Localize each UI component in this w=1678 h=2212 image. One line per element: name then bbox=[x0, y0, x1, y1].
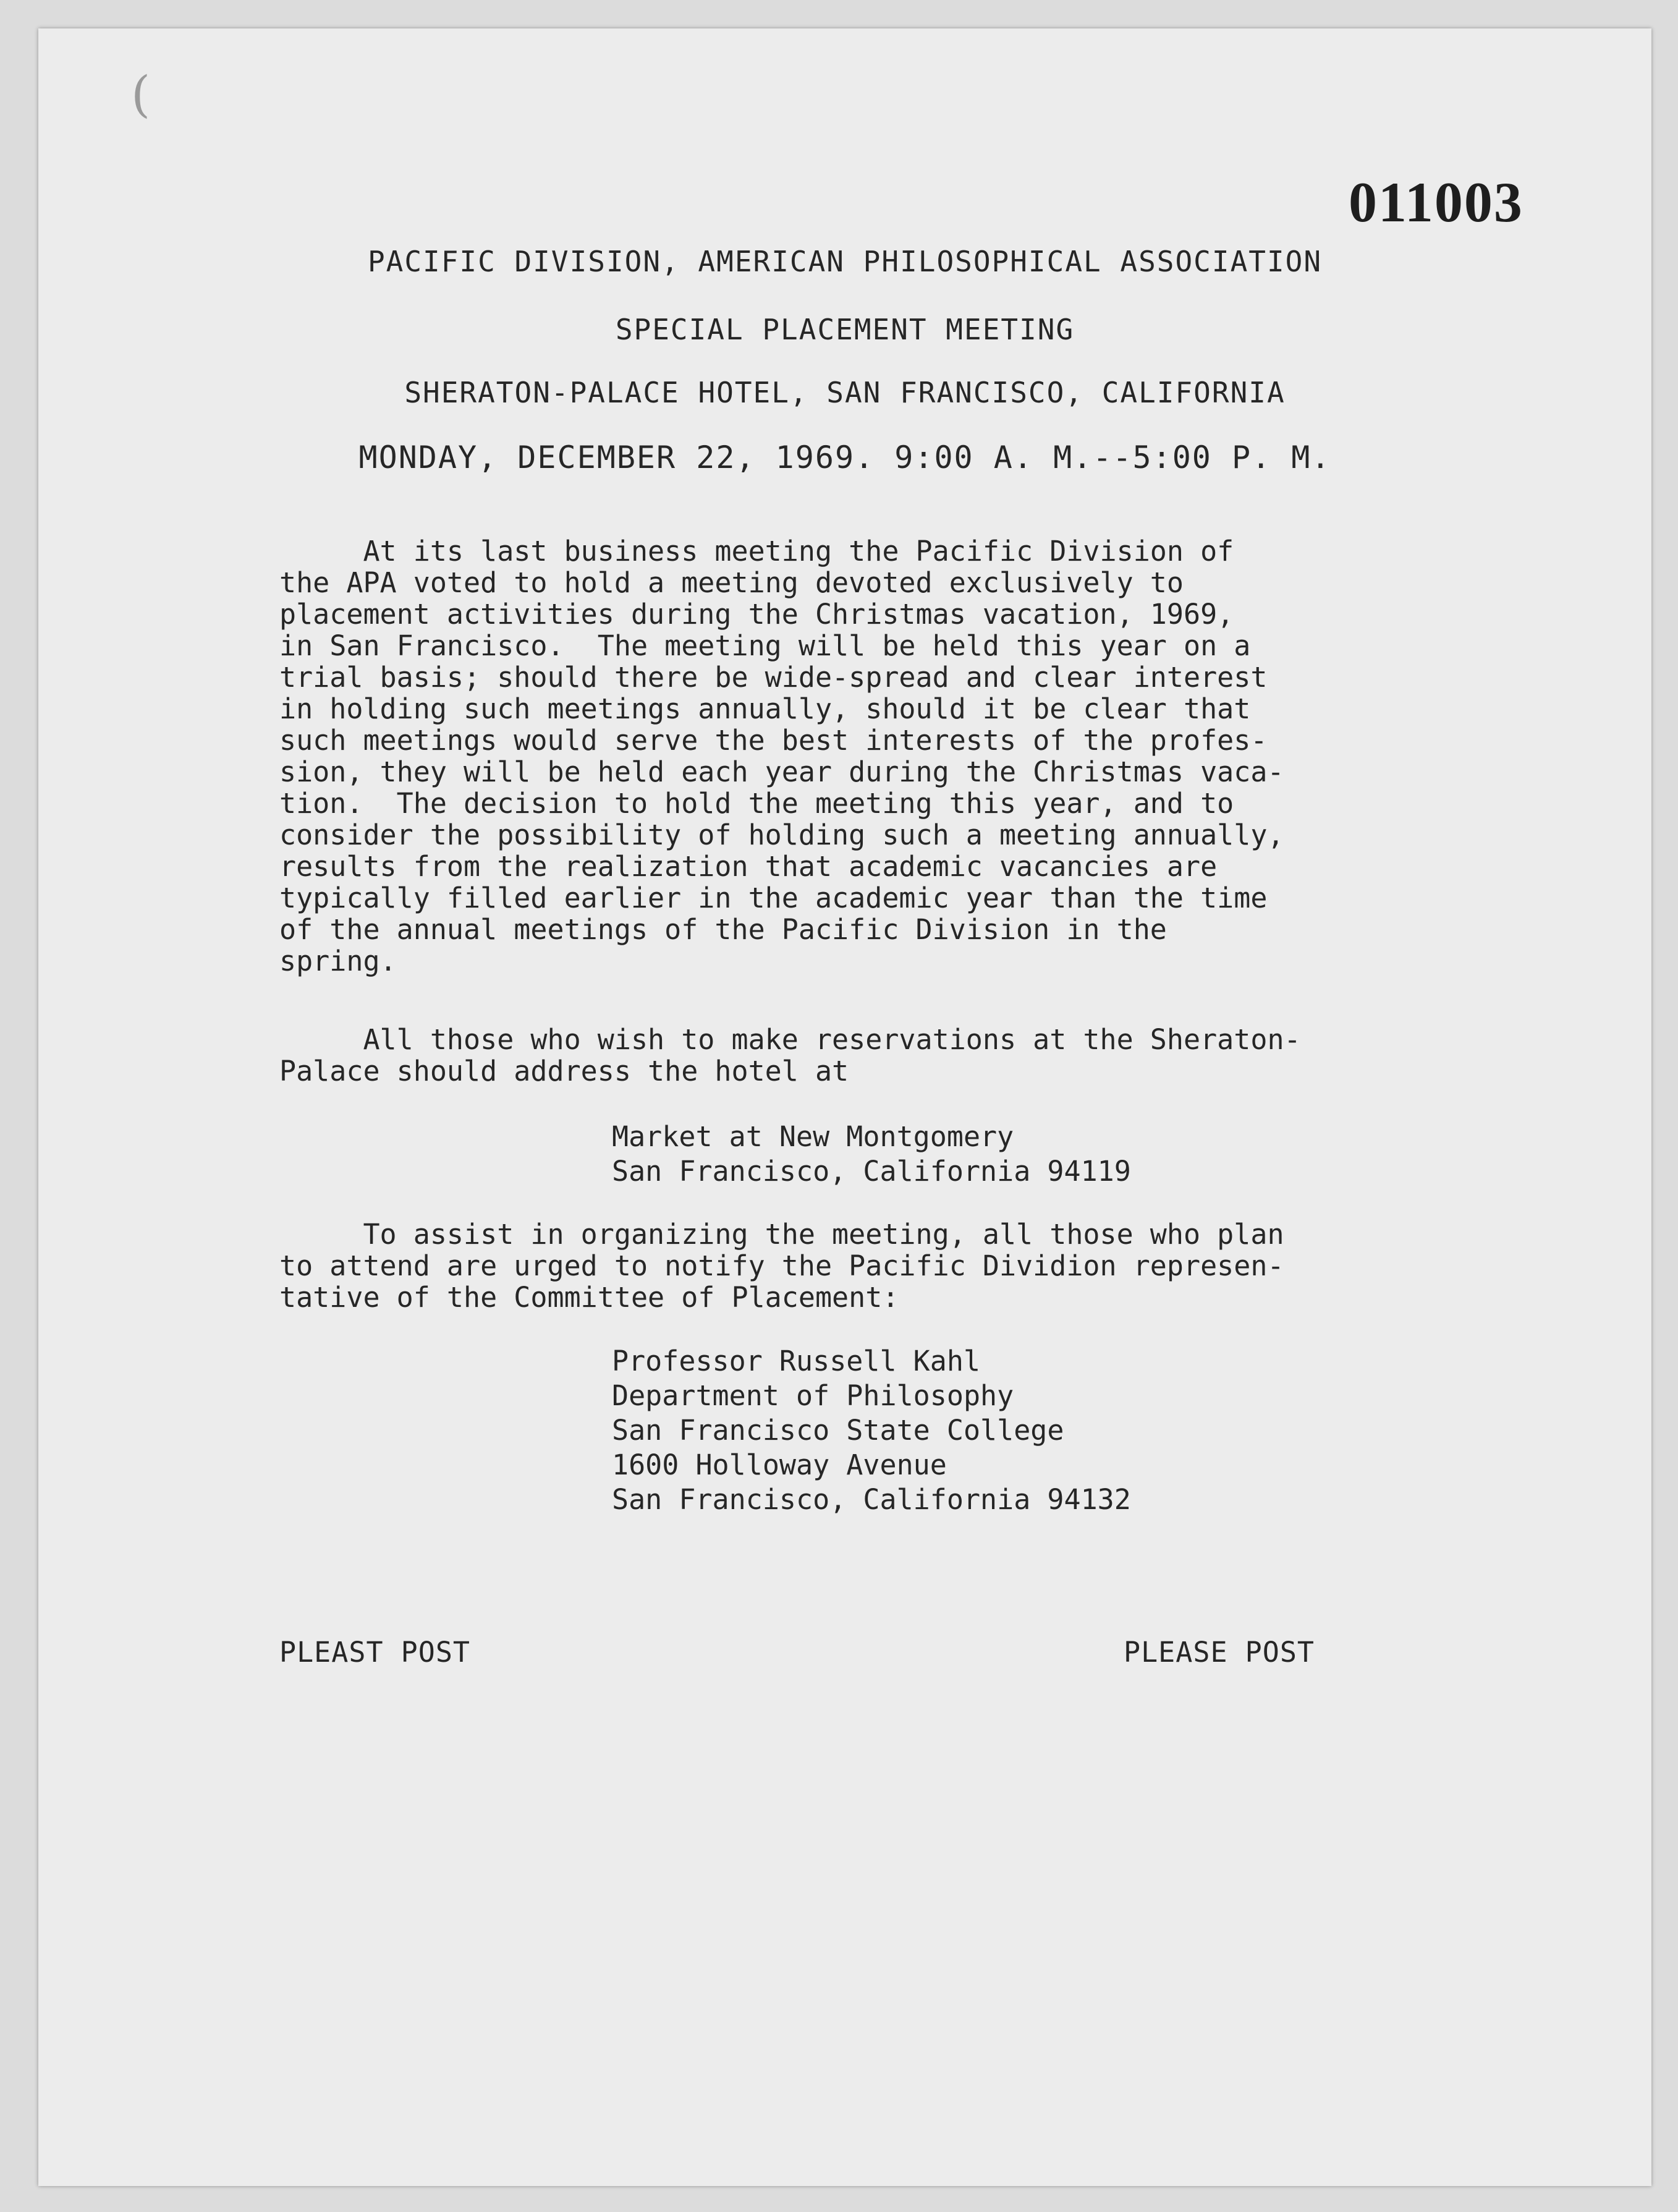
reservations-paragraph: All those who wish to make reservations at the Sheraton- Palace should address the hotel at bbox=[279, 1023, 1301, 1087]
document-page bbox=[38, 28, 1651, 2186]
pencil-mark: ( bbox=[131, 66, 151, 123]
meeting-title: SPECIAL PLACEMENT MEETING bbox=[615, 313, 1075, 346]
footer-right-note: PLEASE POST bbox=[1124, 1636, 1315, 1669]
venue-line: SHERATON-PALACE HOTEL, SAN FRANCISCO, CALIFORNIA bbox=[404, 376, 1286, 409]
date-time-line: MONDAY, DECEMBER 22, 1969. 9:00 A. M.--5:00 P. M. bbox=[358, 440, 1331, 475]
notify-paragraph: To assist in organizing the meeting, all those who plan to attend are urged to notify the Pacific Dividion represen- tative of the Committee of Placement: bbox=[279, 1218, 1284, 1314]
intro-paragraph: At its last business meeting the Pacific Division of the APA voted to hold a meeting devoted exclusively to placement activities during the Christmas vacation, 1969, in San Francisco. The meeting will be held this year on a trial basis; should there be wide-spread and clear interest in holding such meetings annually, should it be clear that such meetings would serve the best interests of the profes- sion, they will be held each year during the Christmas vaca- tion. The decision to hold the meeting this year, and to consider the possibility of holding such a meeting annually, results from the realization that academic vacancies are typically filled earlier in the academic year than the time of the annual meetings of the Pacific Division in the spring. bbox=[279, 535, 1284, 977]
contact-address: Professor Russell Kahl Department of Philosophy San Francisco State College 1600 Holloway Avenue San Francisco, California 94132 bbox=[612, 1345, 1131, 1516]
hotel-address: Market at New Montgomery San Francisco, California 94119 bbox=[612, 1120, 1131, 1188]
document-number-stamp: 011003 bbox=[1349, 171, 1523, 234]
footer-left-note: PLEAST POST bbox=[279, 1636, 471, 1669]
organization-heading: PACIFIC DIVISION, AMERICAN PHILOSOPHICAL ASSOCIATION bbox=[367, 245, 1323, 278]
